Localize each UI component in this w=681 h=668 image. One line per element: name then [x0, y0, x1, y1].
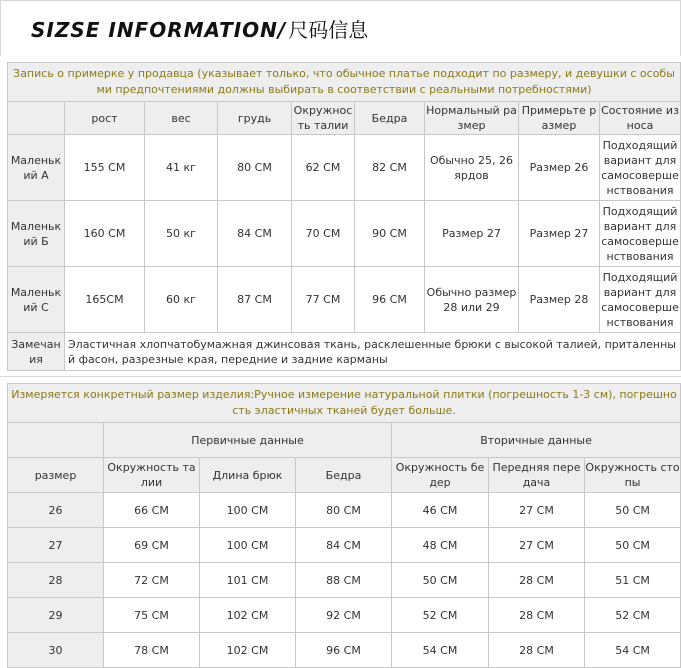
table-row: [8, 598, 681, 633]
table-cell: Обычно 25, 26 ярдов: [425, 135, 519, 201]
table-cell: 96 CM: [296, 633, 392, 668]
table-cell: 84 CM: [296, 528, 392, 563]
table-cell: 62 CM: [292, 135, 355, 201]
table-cell: Подходящий вариант для самосовершенствования: [600, 201, 681, 267]
header-cell-hips: Бедра: [355, 102, 425, 135]
row-label: Маленький А: [8, 135, 65, 201]
remarks-text: Эластичная хлопчатобумажная джинсовая ткань, расклешенные брюки с высокой талией, приталенный фасон, разрезные края, передние и задние карманы: [65, 333, 681, 371]
table-cell: 87 CM: [218, 267, 292, 333]
header-cell-hips: Бедра: [296, 458, 392, 493]
table-row: [8, 563, 681, 598]
header-cell-leg-opening: Окружность стопы: [585, 458, 681, 493]
fitting-note: Запись о примерке у продавца (указывает только, что обычное платье подходит по размеру, и девушки с особыми предпочтениями должны выбирать в соответствии с реальными потребностями): [8, 63, 681, 102]
table-cell: 102 CM: [200, 598, 296, 633]
fitting-record-table: [7, 62, 681, 371]
table-cell: 54 CM: [392, 633, 489, 668]
header-cell-normal-size: Нормальный размер: [425, 102, 519, 135]
table-cell: 28 CM: [489, 633, 585, 668]
table-cell: 69 CM: [104, 528, 200, 563]
measurement-note: Измеряется конкретный размер изделия:Ручное измерение натуральной плитки (погрешность 1-3 см), погрешность эластичных тканей будет больше.: [8, 384, 681, 423]
table-cell: 27 CM: [489, 528, 585, 563]
table-cell: 82 CM: [355, 135, 425, 201]
table-cell: Размер 27: [519, 201, 600, 267]
header-cell-waist: Окружность талии: [104, 458, 200, 493]
size-label: 27: [8, 528, 104, 563]
group-header-secondary: Вторичные данные: [392, 423, 681, 458]
table-cell: 78 CM: [104, 633, 200, 668]
table-cell: 90 CM: [355, 201, 425, 267]
header-cell-weight: вес: [145, 102, 218, 135]
table-row: [8, 633, 681, 668]
header-cell-length: Длина брюк: [200, 458, 296, 493]
table-cell: 27 CM: [489, 493, 585, 528]
table-cell: 88 CM: [296, 563, 392, 598]
table-cell: 54 CM: [585, 633, 681, 668]
group-header-empty: [8, 423, 104, 458]
header-cell-size: размер: [8, 458, 104, 493]
table-cell: 165CM: [65, 267, 145, 333]
table-cell: 28 CM: [489, 598, 585, 633]
size-label: 30: [8, 633, 104, 668]
header-cell-try-size: Примерьте размер: [519, 102, 600, 135]
table-cell: 101 CM: [200, 563, 296, 598]
page-title: [0, 0, 681, 56]
table-cell: 28 CM: [489, 563, 585, 598]
table-cell: 50 CM: [392, 563, 489, 598]
page-title-text: SIZSE INFORMATION/ 尺码信息: [31, 18, 369, 42]
size-label: 29: [8, 598, 104, 633]
table-cell: 77 CM: [292, 267, 355, 333]
table-cell: 70 CM: [292, 201, 355, 267]
remarks-label: Замечания: [8, 333, 65, 371]
table-cell: 92 CM: [296, 598, 392, 633]
table-cell: 50 CM: [585, 528, 681, 563]
page-title-chinese: 尺码信息: [288, 18, 369, 42]
table-row: [8, 267, 681, 333]
table-cell: 41 кг: [145, 135, 218, 201]
group-header-primary: Первичные данные: [104, 423, 392, 458]
header-cell-height: рост: [65, 102, 145, 135]
table-cell: 84 CM: [218, 201, 292, 267]
table-cell: Подходящий вариант для самосовершенствования: [600, 135, 681, 201]
table-cell: 52 CM: [392, 598, 489, 633]
table-cell: 60 кг: [145, 267, 218, 333]
header-cell-waist: Окружность талии: [292, 102, 355, 135]
row-label: Маленький Б: [8, 201, 65, 267]
header-cell-wear-state: Состояние износа: [600, 102, 681, 135]
group-header-row: [8, 423, 681, 458]
table-cell: Размер 28: [519, 267, 600, 333]
table-row: [8, 493, 681, 528]
table-cell: 100 CM: [200, 528, 296, 563]
table-row: [8, 201, 681, 267]
header-cell-thigh: Окружность бедер: [392, 458, 489, 493]
size-header-row: [8, 458, 681, 493]
table-cell: Размер 26: [519, 135, 600, 201]
table-cell: Размер 27: [425, 201, 519, 267]
table-cell: 51 CM: [585, 563, 681, 598]
product-size-table: [7, 383, 681, 668]
section-divider: [0, 376, 681, 377]
table-cell: 160 CM: [65, 201, 145, 267]
table-cell: 80 CM: [296, 493, 392, 528]
remarks-row: [8, 333, 681, 371]
table-cell: 100 CM: [200, 493, 296, 528]
size-label: 28: [8, 563, 104, 598]
size-label: 26: [8, 493, 104, 528]
table-cell: Подходящий вариант для самосовершенствования: [600, 267, 681, 333]
table-cell: 50 CM: [585, 493, 681, 528]
table-cell: 50 кг: [145, 201, 218, 267]
table-row: [8, 528, 681, 563]
row-label: Маленький С: [8, 267, 65, 333]
header-cell-empty: [8, 102, 65, 135]
table-cell: 96 CM: [355, 267, 425, 333]
header-cell-front-rise: Передняя передача: [489, 458, 585, 493]
table-row: [8, 135, 681, 201]
table-cell: Обычно размер 28 или 29: [425, 267, 519, 333]
fitting-header-row: [8, 102, 681, 135]
table-cell: 48 CM: [392, 528, 489, 563]
table-cell: 75 CM: [104, 598, 200, 633]
header-cell-chest: грудь: [218, 102, 292, 135]
table-cell: 72 CM: [104, 563, 200, 598]
table-cell: 66 CM: [104, 493, 200, 528]
table-cell: 155 CM: [65, 135, 145, 201]
table-cell: 102 CM: [200, 633, 296, 668]
table-cell: 52 CM: [585, 598, 681, 633]
table-cell: 46 CM: [392, 493, 489, 528]
table-cell: 80 CM: [218, 135, 292, 201]
